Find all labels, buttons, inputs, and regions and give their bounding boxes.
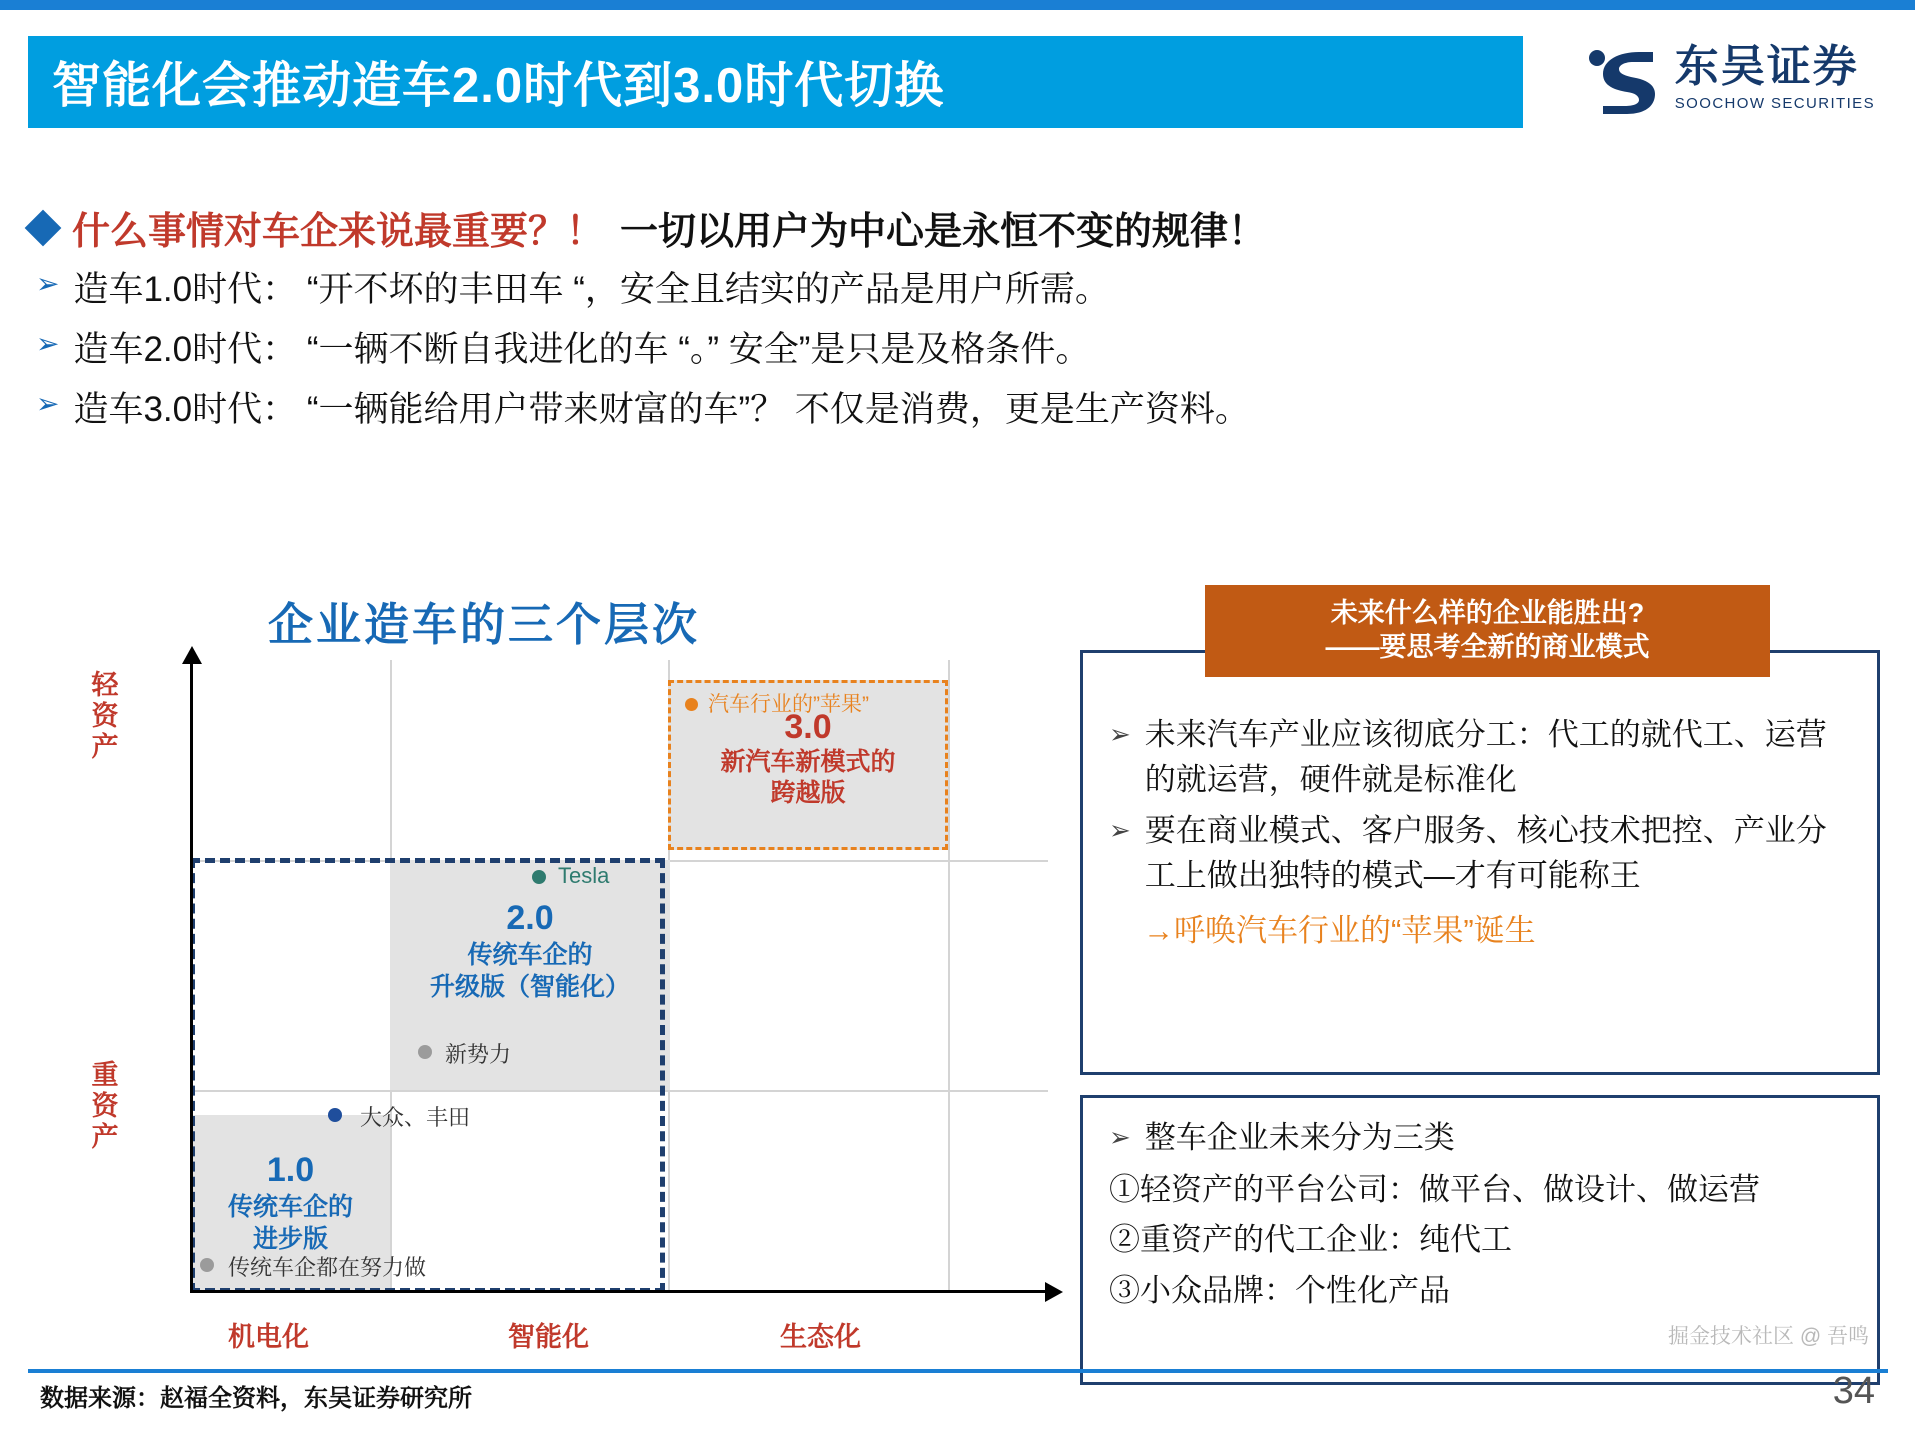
arrow-right-icon: ➢: [1109, 719, 1131, 749]
logo-en-text: SOOCHOW SECURITIES: [1674, 94, 1875, 112]
x-axis-arrow-icon: [1045, 1282, 1063, 1302]
list-item: [1109, 1116, 1851, 1161]
gridline-vertical: [948, 660, 950, 1290]
headline-question: 什么事情对车企来说最重要？！: [72, 211, 605, 253]
traditional-point: [200, 1258, 214, 1272]
zone3-note: 汽车行业的”苹果”: [708, 693, 869, 716]
zone3-line1: 新汽车新模式的: [720, 748, 896, 777]
soochow-logo-icon: [1581, 38, 1661, 118]
panel-a-header: [1205, 585, 1770, 677]
panel-a-orange-note: →呼唤汽车行业的“苹果”诞生: [1143, 912, 1536, 948]
zone1-label: [178, 1150, 403, 1256]
list-item: [1109, 809, 1851, 899]
headline: [30, 200, 1266, 255]
traditional-point-label: 传统车企都在努力做: [228, 1255, 427, 1280]
y-axis-arrow-icon: [182, 646, 202, 664]
footer-source: 数据来源：赵福全资料，东吴证券研究所: [40, 1385, 472, 1412]
y-axis-top-label: 轻资产: [91, 670, 119, 763]
bullet-text: 造车3.0时代： “一辆能给用户带来财富的车”？ 不仅是消费，更是生产资料。: [73, 390, 1250, 429]
tesla-point-label: Tesla: [558, 863, 610, 888]
chart-title: 企业造车的三个层次: [268, 599, 701, 650]
list-item: [1109, 713, 1851, 803]
x-axis: [190, 1290, 1050, 1293]
y-axis-bottom-label: 重资产: [91, 1060, 119, 1153]
arrow-right-icon: ➢: [36, 268, 60, 299]
panel-future-winners: [1080, 650, 1880, 1075]
page-title: 智能化会推动造车2.0时代到3.0时代切换: [52, 59, 945, 113]
top-rule: [0, 0, 1915, 10]
x-tick-1: 机电化: [228, 1322, 309, 1352]
panel-a-header-line1: 未来什么样的企业能胜出?: [1330, 598, 1645, 629]
xinshili-point-label: 新势力: [445, 1042, 512, 1067]
list-item: [36, 262, 1736, 312]
arrow-right-icon: ➢: [1109, 1122, 1131, 1152]
zone2-level: 2.0: [506, 899, 554, 937]
zone2-line2: 升级版（智能化）: [429, 973, 630, 1002]
list-item: [36, 322, 1736, 372]
arrow-right-icon: ➢: [36, 328, 60, 359]
dazhong-toyota-label: 大众、丰田: [360, 1105, 471, 1130]
brand-logo: [1581, 38, 1875, 118]
bullet-text: 造车1.0时代： “开不坏的丰田车 “，安全且结实的产品是用户所需。: [73, 270, 1110, 309]
zone3-label: [668, 708, 948, 810]
intro-bullet-list: [36, 262, 1736, 442]
arrow-right-icon: ➢: [36, 388, 60, 419]
x-tick-3: 生态化: [780, 1322, 861, 1352]
slide-title-bar: [28, 36, 1523, 128]
zone1-line2: 进步版: [252, 1225, 328, 1254]
footer-rule: [28, 1369, 1888, 1373]
headline-answer: 一切以用户为中心是永恒不变的规律！: [620, 211, 1267, 253]
zone3-line2: 跨越版: [770, 779, 846, 808]
panel-a-item: 未来汽车产业应该彻底分工：代工的就代工、运营的就运营，硬件就是标准化: [1144, 717, 1827, 797]
panel-b-item: ③小众品牌：个性化产品: [1109, 1272, 1450, 1308]
panel-b-item: ①轻资产的平台公司：做平台、做设计、做运营: [1109, 1171, 1760, 1207]
panel-b-item: ②重资产的代工企业：纯代工: [1109, 1222, 1512, 1258]
arrow-right-icon: ➢: [1109, 814, 1131, 845]
dazhong-toyota-point: [328, 1108, 342, 1122]
x-tick-2: 智能化: [508, 1322, 589, 1352]
list-item: [36, 382, 1736, 432]
panel-a-item: 要在商业模式、客户服务、核心技术把控、产业分工上做出独特的模式—才有可能称王: [1144, 812, 1827, 893]
bullet-text: 造车2.0时代： “一辆不断自我进化的车 “。” 安全”是只是及格条件。: [73, 330, 1091, 369]
xinshili-point: [418, 1045, 432, 1059]
zone2-line1: 传统车企的: [467, 940, 593, 969]
zone2-label: [390, 898, 670, 1004]
panel-a-header-line2: ——要思考全新的商业模式: [1325, 632, 1650, 662]
zone1-line1: 传统车企的: [227, 1192, 353, 1221]
diamond-bullet-icon: [25, 209, 62, 246]
panel-b-title: 整车企业未来分为三类: [1144, 1120, 1455, 1155]
zone3-level: 3.0: [784, 708, 832, 746]
watermark: 掘金技术社区 @ 吾鸣: [1668, 1325, 1869, 1348]
page-number: 34: [1832, 1370, 1875, 1412]
zone1-level: 1.0: [266, 1151, 315, 1189]
logo-cn-text: 东吴证券: [1674, 42, 1859, 92]
three-levels-chart: [60, 660, 1070, 1360]
tesla-point: [532, 870, 546, 884]
